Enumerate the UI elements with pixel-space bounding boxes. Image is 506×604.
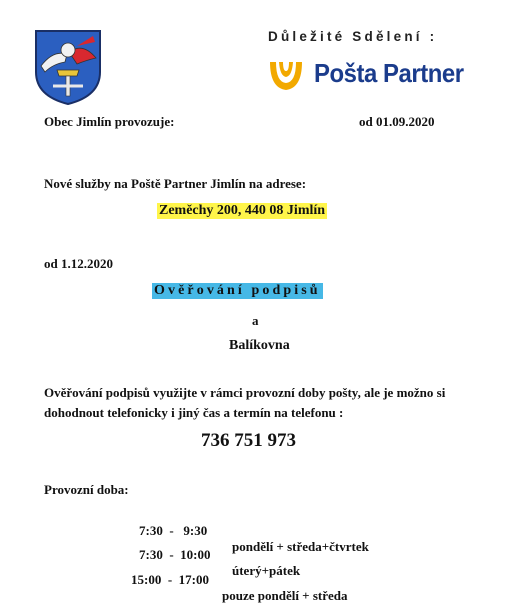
posta-logo <box>266 58 306 94</box>
posta-partner-brand: Pošta Partner <box>314 58 464 88</box>
hours-time: 7:30 - 10:00 <box>139 547 211 562</box>
address-highlight: Zeměchy 200, 440 08 Jimlín <box>159 203 326 218</box>
info-line-1: Ověřování podpisů využijte v rámci provozní doby pošty, ale je možno si <box>44 385 446 400</box>
opening-hours-title: Provozní doba: <box>44 482 129 497</box>
hours-time: 15:00 - 17:00 <box>131 572 209 587</box>
from-date: od 01.09.2020 <box>359 114 435 129</box>
since-date: od 1.12.2020 <box>44 256 113 271</box>
coat-of-arms <box>33 28 103 106</box>
municipal-coat-of-arms-icon <box>33 28 103 106</box>
signature-verification-highlight: Ověřování podpisů <box>154 283 321 298</box>
hours-days: úterý+pátek <box>232 563 301 578</box>
phone-number: 736 751 973 <box>201 430 296 451</box>
and-word: a <box>252 313 259 328</box>
info-line-2: dohodnout telefonicky i jiný čas a termín na telefonu : <box>44 405 344 420</box>
notice-title: Důležité Sdělení : <box>268 29 438 44</box>
hours-days: pouze pondělí + středa <box>222 588 348 603</box>
hours-days: pondělí + středa+čtvrtek <box>232 539 369 554</box>
services-line: Nové služby na Poště Partner Jimlín na adrese: <box>44 176 307 191</box>
posta-horn-logo-icon <box>266 58 306 94</box>
operator-line: Obec Jimlín provozuje: <box>44 114 175 129</box>
balikovna: Balíkovna <box>229 338 290 353</box>
hours-time: 7:30 - 9:30 <box>139 523 208 538</box>
